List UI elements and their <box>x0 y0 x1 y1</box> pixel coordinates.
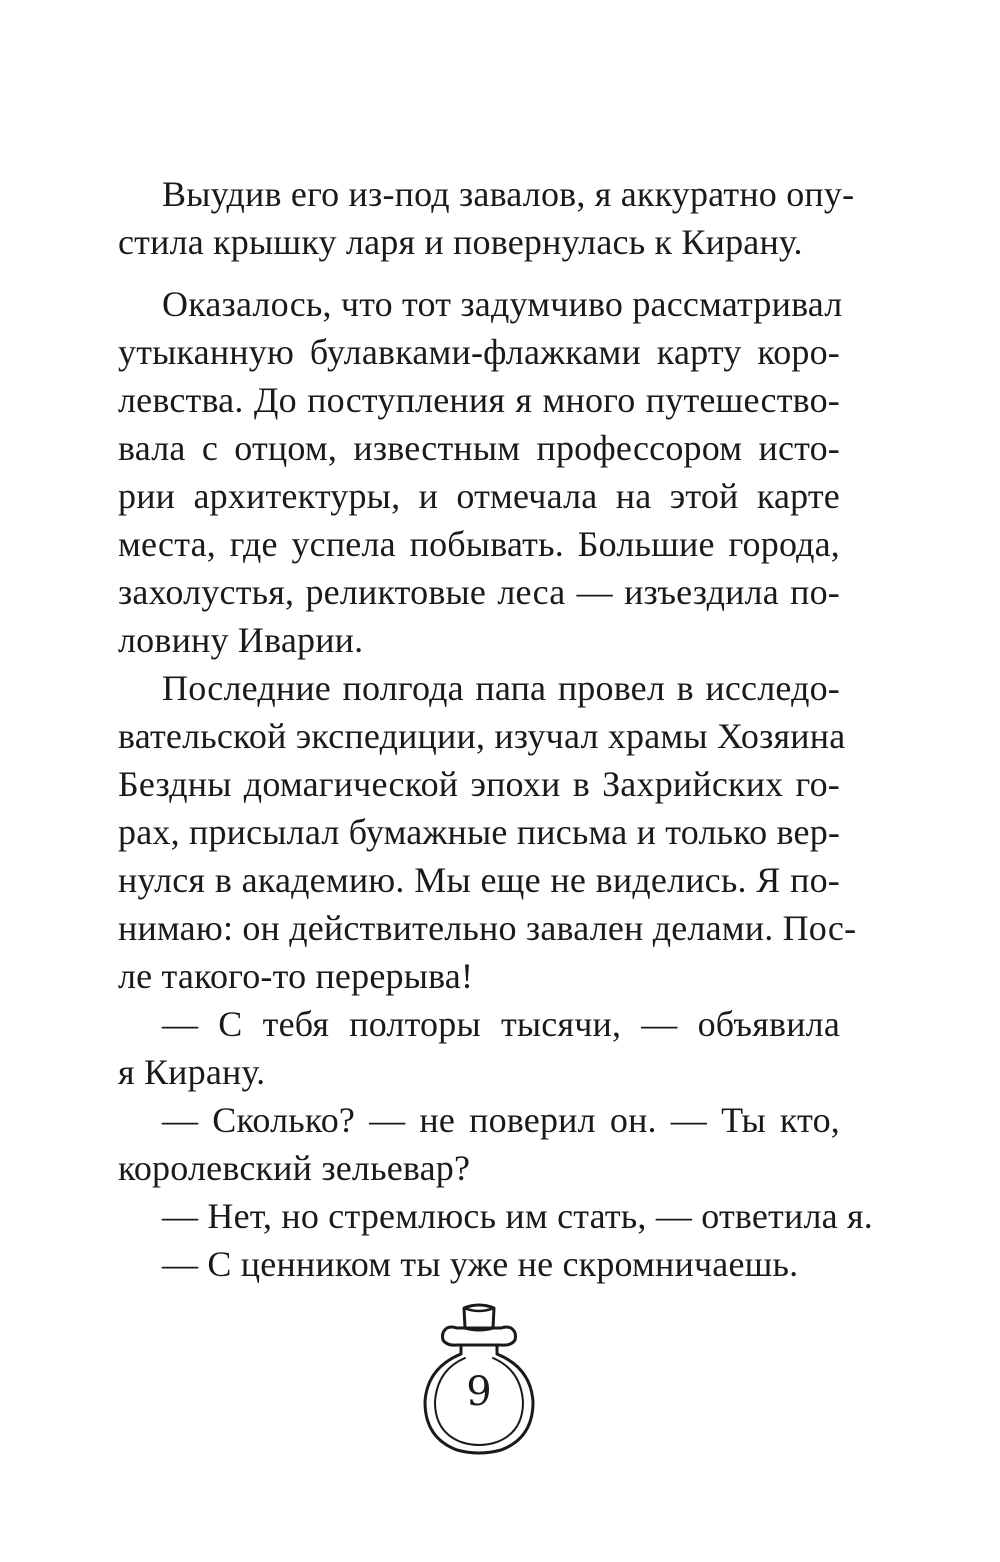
text-line: нулся в академию. Мы еще не виделись. Я по- <box>118 860 840 900</box>
text-line: нимаю: он действительно завален делами. Пос- <box>118 908 857 948</box>
text-line: рах, присылал бумажные письма и только вер- <box>118 812 841 852</box>
text-line: левства. До поступления я много путешество- <box>118 380 840 420</box>
text-line: рии архитектуры, и отмечала на этой карте <box>118 476 840 516</box>
text-line: — Нет, но стремлюсь им стать, — ответила я. <box>162 1196 873 1236</box>
page-number: 9 <box>466 1369 492 1415</box>
text-line: ле такого-то перерыва! <box>118 956 474 996</box>
text-line: утыканную булавками-флажками карту коро- <box>118 332 840 372</box>
text-line: Бездны домагической эпохи в Захрийских го- <box>118 764 840 804</box>
text-line: ловину Иварии. <box>118 620 364 660</box>
text-line: королевский зельевар? <box>118 1148 471 1188</box>
text-line: захолустья, реликтовые леса — изъездила по- <box>118 572 840 612</box>
text-line: — Сколько? — не поверил он. — Ты кто, <box>162 1100 840 1140</box>
text-line: Последние полгода папа провел в исследо- <box>162 668 840 708</box>
text-line: стила крышку ларя и повернулась к Кирану. <box>118 222 803 262</box>
text-line: Оказалось, что тот задумчиво рассматривал <box>162 284 843 324</box>
text-line: места, где успела побывать. Большие города, <box>118 524 840 564</box>
text-line: вала с отцом, известным профессором исто- <box>118 428 840 468</box>
text-line: — С ценником ты уже не скромничаешь. <box>162 1244 799 1284</box>
text-line: — С тебя полторы тысячи, — объявила <box>162 1004 840 1044</box>
text-line: Выудив его из-под завалов, я аккуратно опу- <box>162 174 855 214</box>
text-line: вательской экспедиции, изучал храмы Хозяина <box>118 716 846 756</box>
text-line: я Кирану. <box>118 1052 266 1092</box>
